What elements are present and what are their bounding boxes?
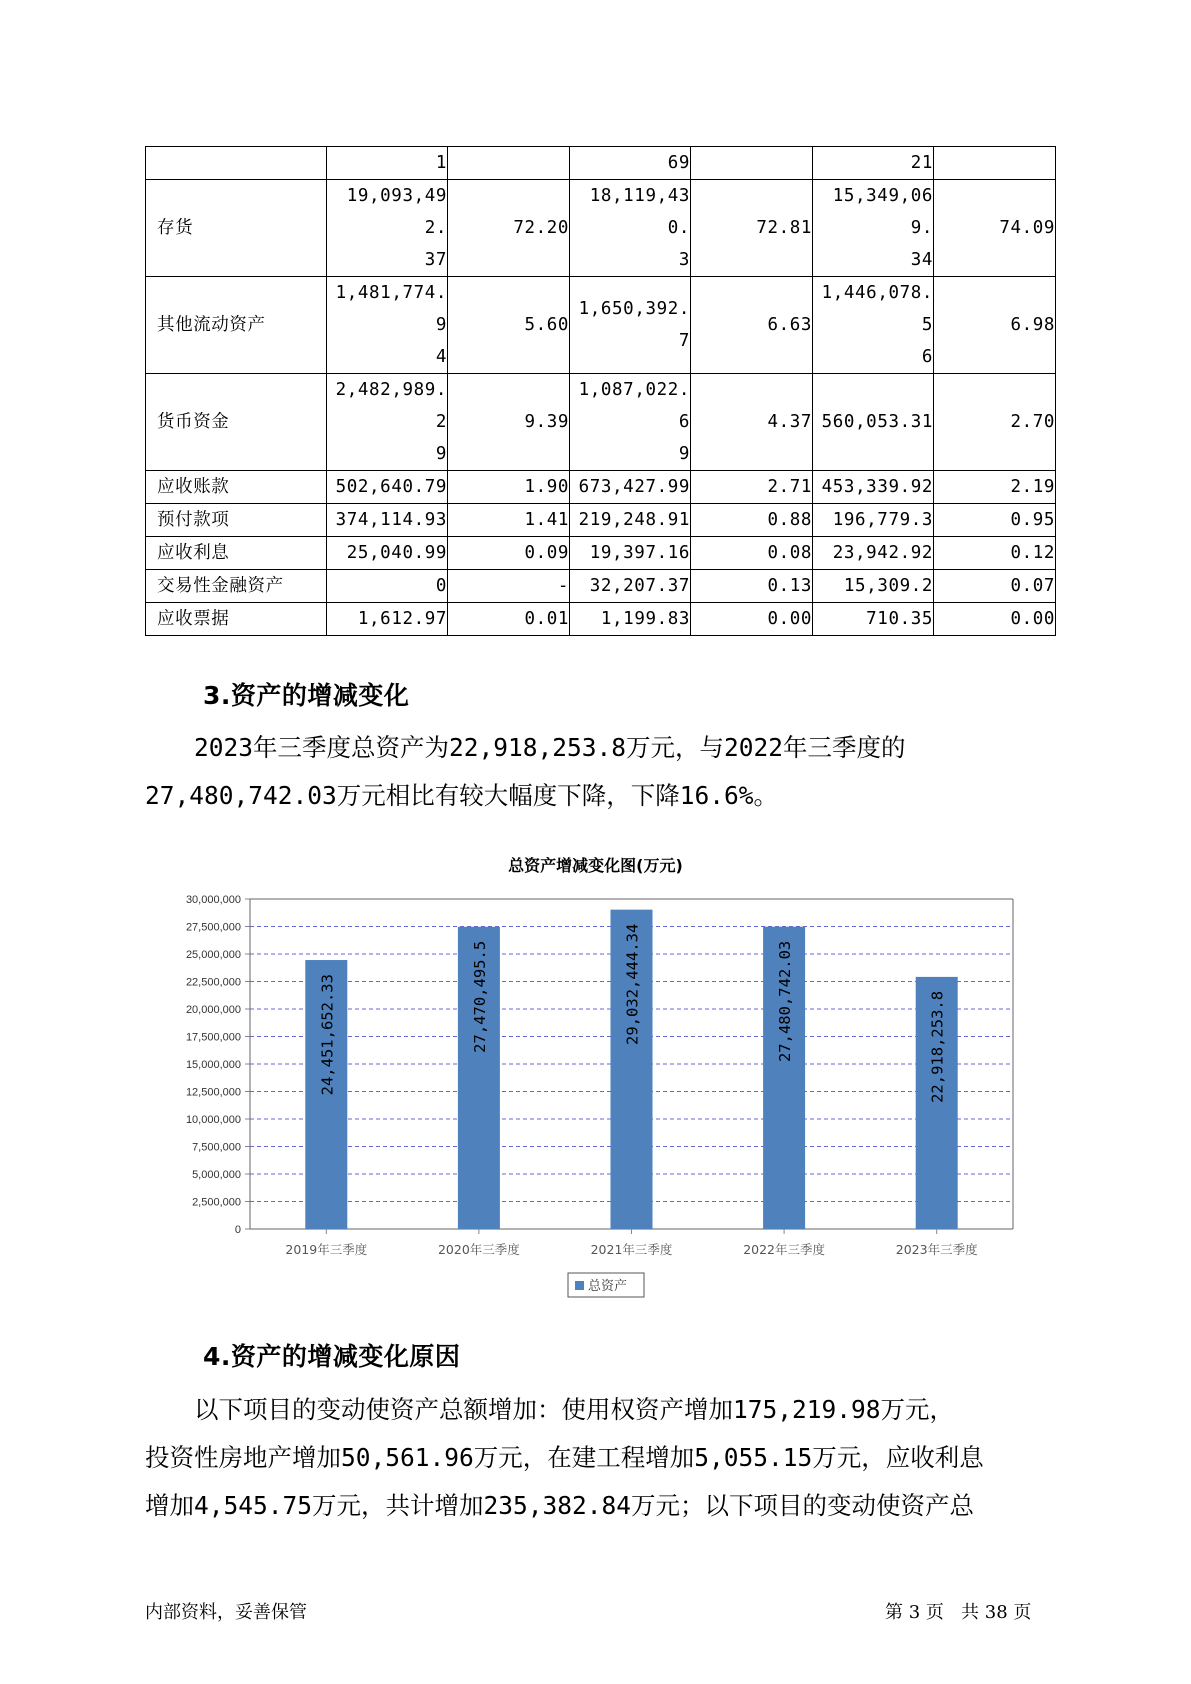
x-tick-label: 2019年三季度 [285, 1242, 368, 1257]
section-3-line-1: 2023年三季度总资产为22,918,253.8万元，与2022年三季度的 [194, 733, 906, 762]
cell-text: 1,199.83 [600, 609, 690, 629]
cell-text: 453,339.92 [821, 477, 933, 497]
cell-text: 74.09 [999, 218, 1055, 238]
cell-text: 19,093,492. 37 [346, 186, 447, 270]
cell-text: 673,427.99 [578, 477, 690, 497]
cell-text: 6.63 [767, 315, 812, 335]
section-4-line-2: 投资性房地产增加50,561.96万元，在建工程增加5,055.15万元，应收利息 [145, 1443, 984, 1472]
cell-text: 72.81 [756, 218, 812, 238]
chart-title: 总资产增减变化图(万元) [508, 856, 683, 875]
cell-text: 9.39 [524, 412, 569, 432]
y-tick-label: 7,500,000 [192, 1141, 241, 1154]
cell-text: 15,349,069. 34 [832, 186, 933, 270]
y-tick-label: 12,500,000 [185, 1086, 241, 1099]
cell-text: 69 [667, 153, 690, 173]
cell-text: 2.71 [767, 477, 812, 497]
y-tick-label: 2,500,000 [192, 1196, 241, 1209]
cell-text: 25,040.99 [346, 543, 447, 563]
cell-text: 32,207.37 [589, 576, 690, 596]
cell-text: 72.20 [513, 218, 569, 238]
section-4-paragraph [145, 1386, 1055, 1530]
y-tick-label: 22,500,000 [185, 976, 241, 989]
cell-text: 0.95 [1010, 510, 1055, 530]
data-label: 29,032,444.34 [623, 923, 642, 1045]
cell-text: 196,779.3 [832, 510, 933, 530]
x-tick-label: 2020年三季度 [437, 1242, 520, 1257]
cell-text: 19,397.16 [589, 543, 690, 563]
cell-text: 0.00 [1010, 609, 1055, 629]
cell-text: 1.90 [524, 477, 569, 497]
cell-text: 应收账款 [157, 477, 230, 497]
data-label: 22,918,253.8 [928, 990, 947, 1103]
cell-text: 2,482,989.2 9 [335, 380, 447, 464]
data-label: 24,451,652.33 [318, 974, 337, 1096]
cell-text: 502,640.79 [335, 477, 447, 497]
cell-text: 货币资金 [157, 412, 230, 432]
cell-text: 374,114.93 [335, 510, 447, 530]
cell-text: 其他流动资产 [157, 315, 266, 335]
footer-left: 内部资料，妥善保管 [145, 1602, 307, 1623]
cell-text: 应收票据 [157, 609, 230, 629]
data-label: 27,470,495.5 [470, 940, 489, 1053]
cell-text: 0.07 [1010, 576, 1055, 596]
cell-text: 219,248.91 [578, 510, 690, 530]
cell-text: 0.12 [1010, 543, 1055, 563]
cell-text: 4.37 [767, 412, 812, 432]
cell-text: 2.70 [1010, 412, 1055, 432]
cell-text: 交易性金融资产 [157, 576, 284, 596]
cell-text: 5.60 [524, 315, 569, 335]
x-tick-label: 2022年三季度 [743, 1242, 826, 1257]
y-tick-label: 25,000,000 [185, 949, 241, 961]
legend-swatch [575, 1281, 584, 1290]
x-tick-label: 2023年三季度 [895, 1242, 978, 1257]
y-tick-label: 15,000,000 [185, 1059, 241, 1071]
cell-text: 1,612.97 [357, 609, 447, 629]
cell-text: 0.88 [767, 510, 812, 530]
data-label: 27,480,742.03 [776, 940, 795, 1063]
cell-text: 1,481,774.9 4 [335, 283, 447, 367]
cell-text: 23,942.92 [832, 543, 933, 563]
section-4-line-1: 以下项目的变动使资产总额增加：使用权资产增加175,219.98万元， [194, 1395, 954, 1424]
cell-text: 710.35 [866, 609, 933, 629]
cell-text: 1 [435, 153, 447, 173]
footer-page-number: 第 3 页 共 38 页 [885, 1602, 1032, 1623]
y-tick-label: 17,500,000 [185, 1031, 241, 1044]
cell-text: 1,087,022.6 9 [578, 380, 690, 464]
cell-text: 560,053.31 [821, 412, 933, 432]
cell-text: 18,119,430. 3 [589, 186, 690, 270]
x-tick-label: 2021年三季度 [590, 1242, 673, 1257]
cell-text: - [557, 576, 569, 596]
y-tick-label: 5,000,000 [192, 1169, 241, 1181]
cell-text: 存货 [157, 218, 194, 238]
cell-text: 0 [435, 576, 447, 596]
cell-text: 1,650,392.7 [578, 299, 690, 351]
y-tick-label: 20,000,000 [185, 1004, 241, 1016]
cell-text: 1,446,078.5 6 [821, 283, 933, 367]
y-tick-label: 10,000,000 [185, 1114, 241, 1126]
cell-text: 2.19 [1010, 477, 1055, 497]
cell-text: 21 [910, 153, 933, 173]
cell-text: 6.98 [1010, 315, 1055, 335]
legend-label: 总资产 [588, 1279, 628, 1294]
y-tick-label: 27,500,000 [185, 921, 241, 934]
cell-text: 15,309.2 [843, 576, 933, 596]
section-4-line-3: 增加4,545.75万元，共计增加235,382.84万元；以下项目的变动使资产总 [145, 1491, 975, 1520]
cell-text: 0.09 [524, 543, 569, 563]
section-3-heading: 3.资产的增减变化 [203, 681, 410, 710]
y-tick-label: 0 [234, 1224, 241, 1236]
section-4-heading: 4.资产的增减变化原因 [203, 1342, 461, 1371]
cell-text: 0.01 [524, 609, 569, 629]
cell-text: 预付款项 [157, 510, 230, 530]
cell-text: 0.00 [767, 609, 812, 629]
cell-text: 0.13 [767, 576, 812, 596]
cell-text: 1.41 [524, 510, 569, 530]
y-tick-label: 30,000,000 [185, 894, 241, 906]
cell-text: 应收利息 [157, 543, 230, 563]
cell-text: 0.08 [767, 543, 812, 563]
section-3-line-2: 27,480,742.03万元相比有较大幅度下降，下降16.6%。 [145, 781, 779, 810]
